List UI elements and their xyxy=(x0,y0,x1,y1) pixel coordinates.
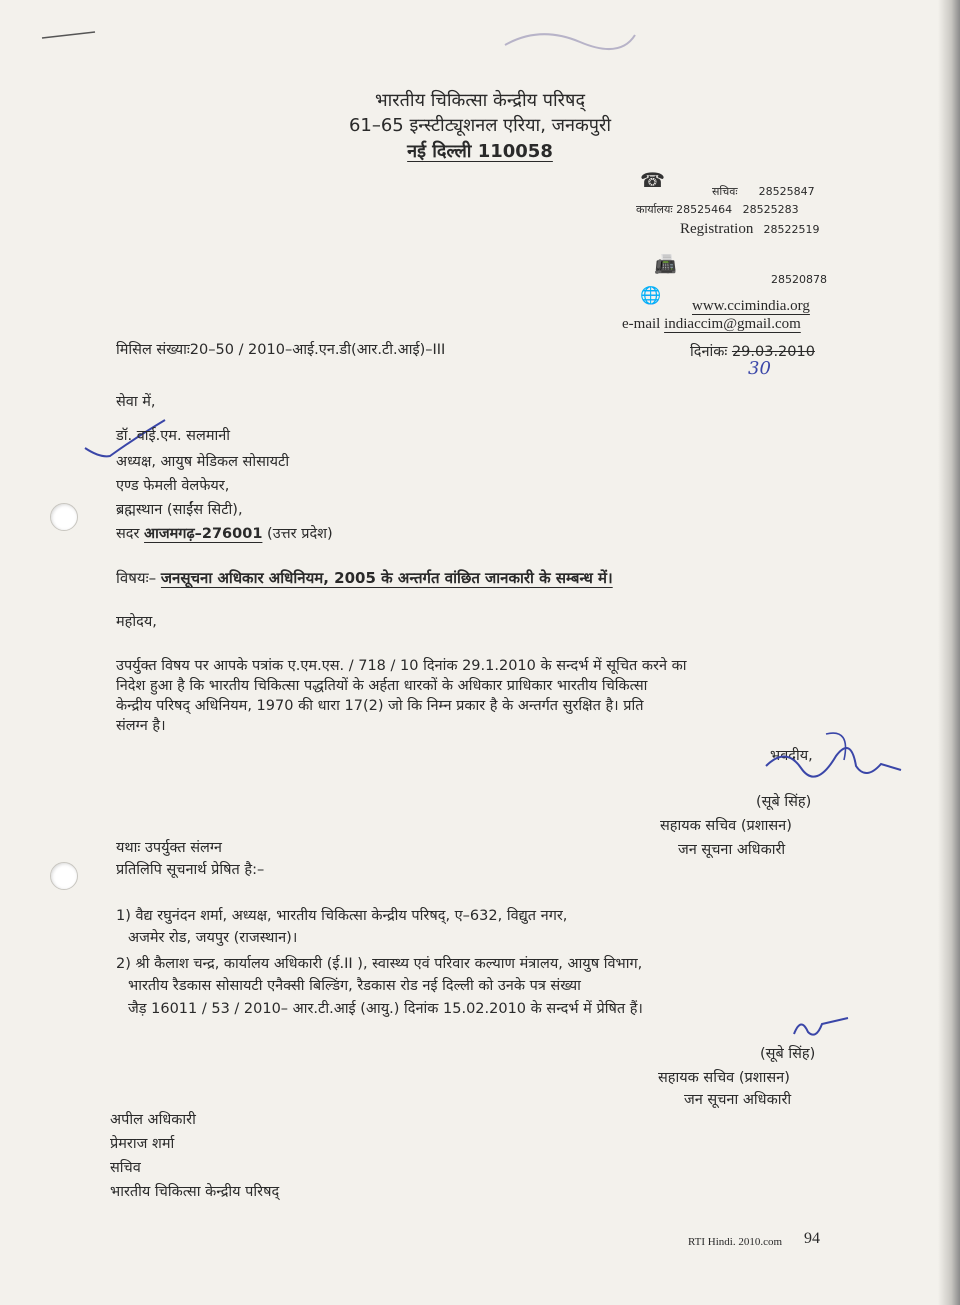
signatory-name-2: (सूबे सिंह) xyxy=(760,1046,816,1062)
signatory-role-1: जन सूचना अधिकारी xyxy=(678,842,786,858)
appeal-line-2: प्रेमराज शर्मा xyxy=(110,1136,175,1152)
addressee-line-2: अध्यक्ष, आयुष मेडिकल सोसायटी xyxy=(116,454,290,470)
org-name: भारतीय चिकित्सा केन्द्रीय परिषद् xyxy=(374,90,586,111)
appeal-line-1: अपील अधिकारी xyxy=(110,1112,196,1128)
fax-icon: 📠 xyxy=(654,254,677,275)
signatory-role-2: जन सूचना अधिकारी xyxy=(684,1092,792,1108)
greeting: महोदय, xyxy=(116,614,157,630)
enclosure-note: यथाः उपर्युक्त संलग्न xyxy=(116,840,222,856)
punch-hole-bottom xyxy=(50,862,78,890)
body-line-2: निदेश हुआ है कि भारतीय चिकित्सा पद्धतियों के अर्हता धारकों के अधिकार प्राधिकार भारतीय चिकित्सा xyxy=(116,678,648,694)
telephone-icon: ☎ xyxy=(640,168,665,192)
signatory-name-1: (सूबे सिंह) xyxy=(756,794,812,810)
body-line-1: उपर्युक्त विषय पर आपके पत्रांक ए.एम.एस. / 718 / 10 दिनांक 29.1.2010 के सन्दर्भ में सूचित करने का xyxy=(116,658,687,674)
office-phone-row: कार्यालयः 28525464 28525283 xyxy=(636,203,799,216)
signatory-designation-1: सहायक सचिव (प्रशासन) xyxy=(660,818,792,834)
email-row: e-mail indiaccim@gmail.com xyxy=(622,316,801,332)
fax-number: 28520878 xyxy=(771,273,827,286)
addressee-line-5: सदर आजमगढ़–276001 (उत्तर प्रदेश) xyxy=(116,526,333,542)
file-number: मिसिल संख्याः20–50 / 2010–आई.एन.डी(आर.टी.आई)–III xyxy=(116,342,446,358)
salutation-to: सेवा में, xyxy=(116,394,156,410)
secretary-phone-row: सचिवः 28525847 xyxy=(712,185,815,198)
subject-line: विषयः– जनसूचना अधिकार अधिनियम, 2005 के अन्तर्गत वांछित जानकारी के सम्बन्ध में। xyxy=(116,569,613,587)
handwritten-date-correction: 30 xyxy=(748,358,771,379)
letter-date: दिनांकः 29.03.2010 xyxy=(690,344,815,360)
email-link[interactable]: indiaccim@gmail.com xyxy=(664,316,801,332)
copy-item-1-line-2: अजमेर रोड, जयपुर (राजस्थान)। xyxy=(128,930,298,946)
website-link[interactable]: www.ccimindia.org xyxy=(692,298,810,314)
body-line-4: संलग्न है। xyxy=(116,718,166,734)
body-paragraph xyxy=(116,656,816,736)
copy-to-heading: प्रतिलिपि सूचनार्थ प्रेषित है:– xyxy=(116,862,265,878)
faint-stamp-mark xyxy=(500,20,640,60)
footer-source: RTI Hindi. 2010.com xyxy=(688,1236,783,1248)
org-city: नई दिल्ली 110058 xyxy=(407,141,553,162)
addressee-line-1: डॉ. वाई.एम. सलमानी xyxy=(116,428,231,444)
copy-item-2-line-1: 2) श्री कैलाश चन्द्र, कार्यालय अधिकारी (ई.II ), स्वास्थ्य एवं परिवार कल्याण मंत्रालय, आयुष विभाग, xyxy=(116,956,643,972)
org-address: 61–65 इन्स्टीट्यूशनल एरिया, जनकपुरी xyxy=(348,115,612,136)
globe-icon: 🌐 xyxy=(640,286,662,306)
page-edge-shadow xyxy=(938,0,960,1305)
corner-pen-mark xyxy=(40,28,100,42)
body-line-3: केन्द्रीय परिषद् अधिनियम, 1970 की धारा 17(2) जो कि निम्न प्रकार है के अन्तर्गत सुरक्षित है। प्रति xyxy=(116,698,644,714)
handwritten-signature-1 xyxy=(756,726,906,790)
copy-item-1-line-1: 1) वैद्य रघुनंदन शर्मा, अध्यक्ष, भारतीय चिकित्सा केन्द्रीय परिषद्, ए–632, विद्युत नगर, xyxy=(116,908,568,924)
closing-bhavdiya: भवदीय, xyxy=(770,748,813,764)
punch-hole-top xyxy=(50,503,78,531)
copy-item-2-line-2: भारतीय रैडकास सोसायटी एनैक्सी बिल्डिंग, रैडकास रोड नई दिल्ली को उनके पत्र संख्या xyxy=(128,978,581,994)
copy-item-2-line-3: जैड़ 16011 / 53 / 2010– आर.टी.आई (आयु.) दिनांक 15.02.2010 के सन्दर्भ में प्रेषित हैं। xyxy=(128,1001,643,1017)
handwritten-initials-2 xyxy=(786,1010,856,1046)
registration-row: Registration 28522519 xyxy=(680,221,820,237)
signatory-designation-2: सहायक सचिव (प्रशासन) xyxy=(658,1070,790,1086)
addressee-line-3: एण्ड फेमली वेलफेयर, xyxy=(116,478,230,494)
appeal-line-3: सचिव xyxy=(110,1160,141,1176)
appeal-line-4: भारतीय चिकित्सा केन्द्रीय परिषद् xyxy=(110,1184,280,1200)
addressee-line-4: ब्रह्मस्थान (साईंस सिटी), xyxy=(116,502,243,518)
page-number: 94 xyxy=(804,1230,820,1247)
